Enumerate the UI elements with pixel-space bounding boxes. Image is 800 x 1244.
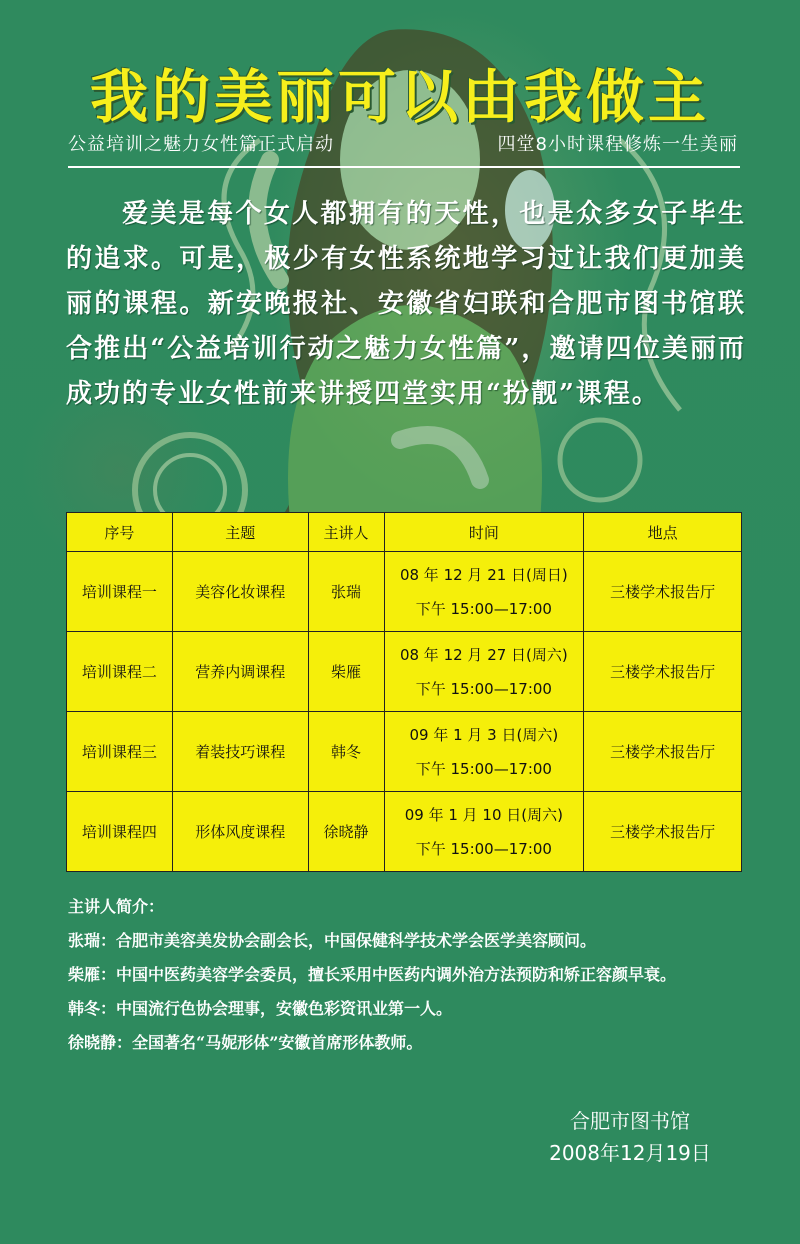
cell-no: 培训课程二 [67,632,173,712]
signature-org: 合肥市图书馆 [570,1109,690,1133]
intro-paragraph: 爱美是每个女人都拥有的天性，也是众多女子毕生的追求。可是，极少有女性系统地学习过让我们更加美丽的课程。新安晚报社、安徽省妇联和合肥市图书馆联合推出“公益培训行动之魅力女性篇”，邀请四位美丽而成功的专业女性前来讲授四堂实用“扮靓”课程。 [66,199,746,409]
cell-hours: 下午 15:00—17:00 [415,599,552,618]
cell-topic: 形体风度课程 [172,792,308,872]
subtitle-right: 四堂8小时课程修炼一生美丽 [497,134,738,155]
cell-place: 三楼学术报告厅 [584,712,742,792]
subtitle [68,130,738,156]
header-topic: 主题 [172,513,308,552]
bio-item: 张瑞：合肥市美容美发协会副会长，中国保健科学技术学会医学美容顾问。 [68,931,597,950]
header-time: 时间 [384,513,584,552]
table-row [67,552,742,632]
bio-item: 徐晓静：全国著名“马妮形体”安徽首席形体教师。 [68,1033,423,1052]
subtitle-left: 公益培训之魅力女性篇正式启动 [68,134,334,155]
cell-date: 09 年 1 月 10 日(周六) [404,805,563,824]
bio-item: 韩冬：中国流行色协会理事，安徽色彩资讯业第一人。 [68,999,453,1018]
cell-place: 三楼学术报告厅 [584,792,742,872]
cell-place: 三楼学术报告厅 [584,552,742,632]
cell-speaker: 韩冬 [308,712,384,792]
bio-heading: 主讲人简介： [68,897,165,916]
table-row [67,712,742,792]
speaker-bios [68,890,758,1060]
cell-no: 培训课程一 [67,552,173,632]
cell-speaker: 徐晓静 [308,792,384,872]
signature-date: 2008年12月19日 [549,1141,711,1165]
schedule-table [66,512,742,872]
cell-topic: 营养内调课程 [172,632,308,712]
table-row [67,632,742,712]
cell-time [384,552,584,632]
cell-hours: 下午 15:00—17:00 [415,759,552,778]
cell-hours: 下午 15:00—17:00 [415,679,552,698]
divider [68,166,740,168]
cell-topic: 着装技巧课程 [172,712,308,792]
cell-speaker: 张瑞 [308,552,384,632]
page-title: 我的美丽可以由我做主 [89,63,710,131]
bio-item: 柴雁：中国中医药美容学会委员，擅长采用中医药内调外治方法预防和矫正容颜早衰。 [68,965,677,984]
cell-speaker: 柴雁 [308,632,384,712]
cell-date: 08 年 12 月 21 日(周日) [399,565,568,584]
header-place: 地点 [584,513,742,552]
cell-no: 培训课程三 [67,712,173,792]
cell-place: 三楼学术报告厅 [584,632,742,712]
cell-date: 09 年 1 月 3 日(周六) [409,725,559,744]
header-no: 序号 [67,513,173,552]
cell-time [384,632,584,712]
cell-time [384,792,584,872]
cell-date: 08 年 12 月 27 日(周六) [399,645,568,664]
cell-time [384,712,584,792]
signature [520,1105,740,1169]
table-header-row [67,513,742,552]
cell-no: 培训课程四 [67,792,173,872]
cell-hours: 下午 15:00—17:00 [415,839,552,858]
table-row [67,792,742,872]
cell-topic: 美容化妆课程 [172,552,308,632]
header-speaker: 主讲人 [308,513,384,552]
